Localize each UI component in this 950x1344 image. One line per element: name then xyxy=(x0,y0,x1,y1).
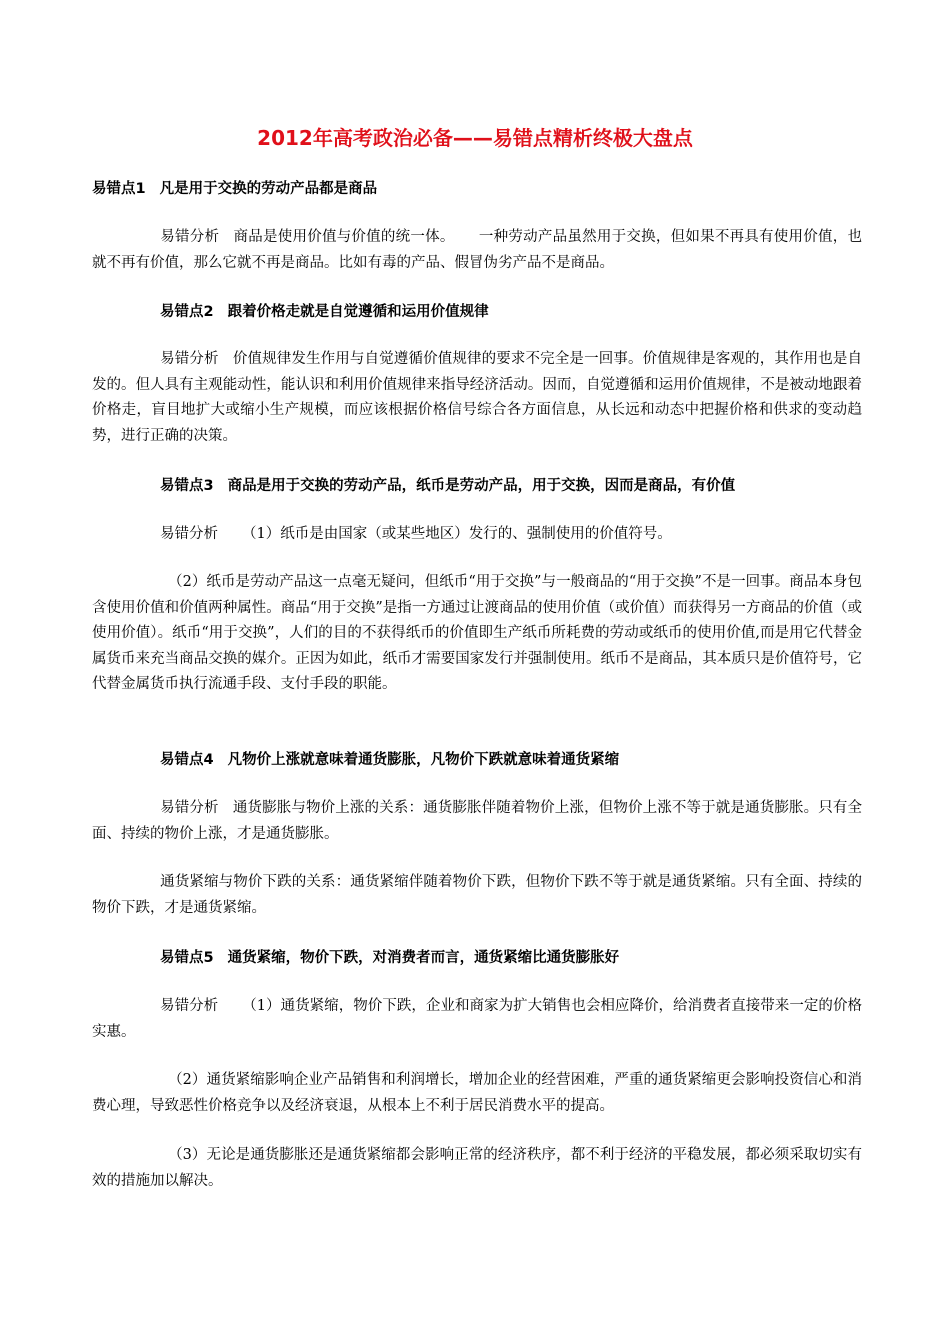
section-3-paragraph-2 xyxy=(92,570,862,698)
section-3-label: 易错点3 xyxy=(160,478,214,494)
section-1-analysis-text: 商品是使用价值与价值的统一体。 xyxy=(233,229,455,245)
section-3-analysis-text: （1）纸币是由国家（或某些地区）发行的、强制使用的价值符号。 xyxy=(242,526,672,542)
section-2-title: 跟着价格走就是自觉遵循和运用价值规律 xyxy=(227,304,489,320)
section-1-analysis-label: 易错分析 xyxy=(160,229,220,245)
section-5-paragraph-2-text: （2）通货紧缩影响企业产品销售和利润增长，增加企业的经营困难，严重的通货紧缩更会影响投资信心和消费心理，导致恶性价格竞争以及经济衰退，从根本上不利于居民消费水平的提高。 xyxy=(92,1072,862,1114)
section-3-paragraph-2-text: （2）纸币是劳动产品这一点毫无疑问，但纸币“用于交换”与一般商品的“用于交换”不是一回事。商品本身包含使用价值和价值两种属性。商品“用于交换”是指一方通过让渡商品的使用价值（或价值）而获得另一方商品的价值（或使用价值）。纸币“用于交换”，人们的目的不获得纸币的价值即生产纸币所耗费的劳动或纸币的使用价值,而是用它代替金属货币来充当商品交换的媒介。正因为如此，纸币才需要国家发行并强制使用。纸币不是商品，其本质只是价值符号，它代替金属货币执行流通手段、支付手段的职能。 xyxy=(92,574,862,692)
section-1-title: 凡是用于交换的劳动产品都是商品 xyxy=(159,181,378,197)
section-5-paragraph-2 xyxy=(92,1068,862,1119)
section-5-analysis-label: 易错分析 xyxy=(160,998,219,1014)
section-3-title: 商品是用于交换的劳动产品，纸币是劳动产品，用于交换，因而是商品，有价值 xyxy=(227,478,736,494)
section-4-label: 易错点4 xyxy=(160,752,214,768)
section-1-analysis-text-cont: 一种劳动产品虽然用于交换，但如果不再具有使用价值，也就不再有价值，那么它就不再是商品。比如有毒的产品、假冒伪劣产品不是商品。 xyxy=(92,229,863,271)
section-2-analysis xyxy=(92,347,862,449)
section-1-analysis xyxy=(92,225,862,276)
section-4-title: 凡物价上涨就意味着通货膨胀，凡物价下跌就意味着通货紧缩 xyxy=(227,752,620,768)
section-3-analysis-label: 易错分析 xyxy=(160,526,218,542)
section-2-heading xyxy=(160,301,489,323)
section-4-analysis-text: 通货膨胀与物价上涨的关系：通货膨胀伴随着物价上涨，但物价上涨不等于就是通货膨胀。只有全面、持续的物价上涨，才是通货膨胀。 xyxy=(92,800,863,842)
section-2-label: 易错点2 xyxy=(160,304,214,320)
section-1-label: 易错点1 xyxy=(92,181,146,197)
section-3-heading xyxy=(160,475,735,497)
section-5-analysis xyxy=(92,994,862,1045)
section-1-heading xyxy=(92,178,377,200)
document-title: 2012年高考政治必备——易错点精析终极大盘点 xyxy=(257,126,693,150)
section-3-analysis xyxy=(92,522,862,548)
section-5-paragraph-3 xyxy=(92,1143,862,1194)
section-5-title: 通货紧缩，物价下跌，对消费者而言，通货紧缩比通货膨胀好 xyxy=(227,950,620,966)
section-5-label: 易错点5 xyxy=(160,950,214,966)
section-2-analysis-text: 价值规律发生作用与自觉遵循价值规律的要求不完全是一回事。价值规律是客观的，其作用也是自发的。但人具有主观能动性，能认识和利用价值规律来指导经济活动。因而，自觉遵循和运用价值规律，不是被动地跟着价格走，盲目地扩大或缩小生产规模，而应该根据价格信号综合各方面信息，从长远和动态中把握价格和供求的变动趋势，进行正确的决策。 xyxy=(92,351,863,444)
section-4-analysis xyxy=(92,796,862,847)
section-4-heading xyxy=(160,749,619,771)
section-4-paragraph-2 xyxy=(92,870,862,921)
section-5-paragraph-3-text: （3）无论是通货膨胀还是通货紧缩都会影响正常的经济秩序，都不利于经济的平稳发展，都必须采取切实有效的措施加以解决。 xyxy=(92,1147,862,1189)
section-2-analysis-label: 易错分析 xyxy=(160,351,219,367)
section-4-analysis-label: 易错分析 xyxy=(160,800,219,816)
section-4-paragraph-2-text: 通货紧缩与物价下跌的关系：通货紧缩伴随着物价下跌，但物价下跌不等于就是通货紧缩。只有全面、持续的物价下跌，才是通货紧缩。 xyxy=(92,874,862,916)
section-5-heading xyxy=(160,947,619,969)
section-5-analysis-text: （1）通货紧缩，物价下跌，企业和商家为扩大销售也会相应降价，给消费者直接带来一定的价格实惠。 xyxy=(92,998,862,1040)
